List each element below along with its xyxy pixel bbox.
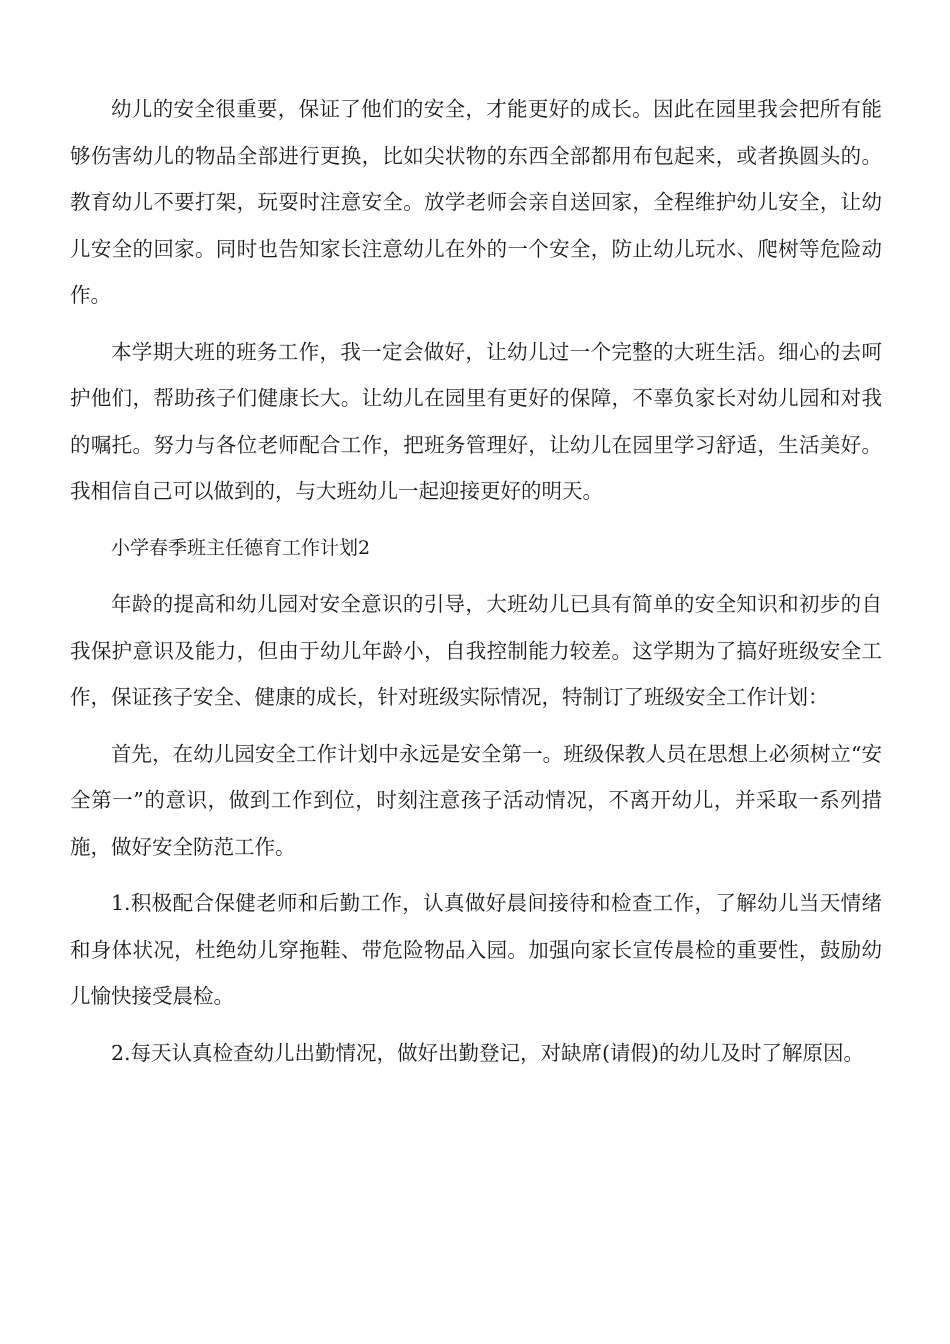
paragraph-safety-first: 首先，在幼儿园安全工作计划中永远是安全第一。班级保教人员在思想上必须树立“安全第一”的意识，做到工作到位，时刻注意孩子活动情况，不离开幼儿，并采取一系列措施，做好安全防范工作。 [70,741,882,859]
paragraph-class-work: 本学期大班的班务工作，我一定会做好，让幼儿过一个完整的大班生活。细心的去呵护他们，帮助孩子们健康长大。让幼儿在园里有更好的保障，不辜负家长对幼儿园和对我的嘱托。努力与各位老师配合工作，把班务管理好，让幼儿在园里学习舒适，生活美好。我相信自己可以做到的，与大班幼儿一起迎接更好的明天。 [70,339,882,503]
section-heading: 小学春季班主任德育工作计划2 [111,536,371,559]
list-item-1: 1.积极配合保健老师和后勤工作，认真做好晨间接待和检查工作，了解幼儿当天情绪和身体状况，杜绝幼儿穿拖鞋、带危险物品入园。加强向家长宣传晨检的重要性，鼓励幼儿愉快接受晨检。 [70,891,882,1008]
list-item-2: 2.每天认真检查幼儿出勤情况，做好出勤登记，对缺席(请假)的幼儿及时了解原因。 [111,1040,865,1065]
document-page [70,86,882,1086]
paragraph-safety-awareness: 年龄的提高和幼儿园对安全意识的引导，大班幼儿已具有简单的安全知识和初步的自我保护意识及能力，但由于幼儿年龄小，自我控制能力较差。这学期为了搞好班级安全工作，保证孩子安全、健康的成长，针对班级实际情况，特制订了班级安全工作计划： [70,592,882,709]
paragraph-safety-importance: 幼儿的安全很重要，保证了他们的安全，才能更好的成长。因此在园里我会把所有能够伤害幼儿的物品全部进行更换，比如尖状物的东西全部都用布包起来，或者换圆头的。教育幼儿不要打架，玩耍时注意安全。放学老师会亲自送回家，全程维护幼儿安全，让幼儿安全的回家。同时也告知家长注意幼儿在外的一个安全，防止幼儿玩水、爬树等危险动作。 [70,97,882,307]
